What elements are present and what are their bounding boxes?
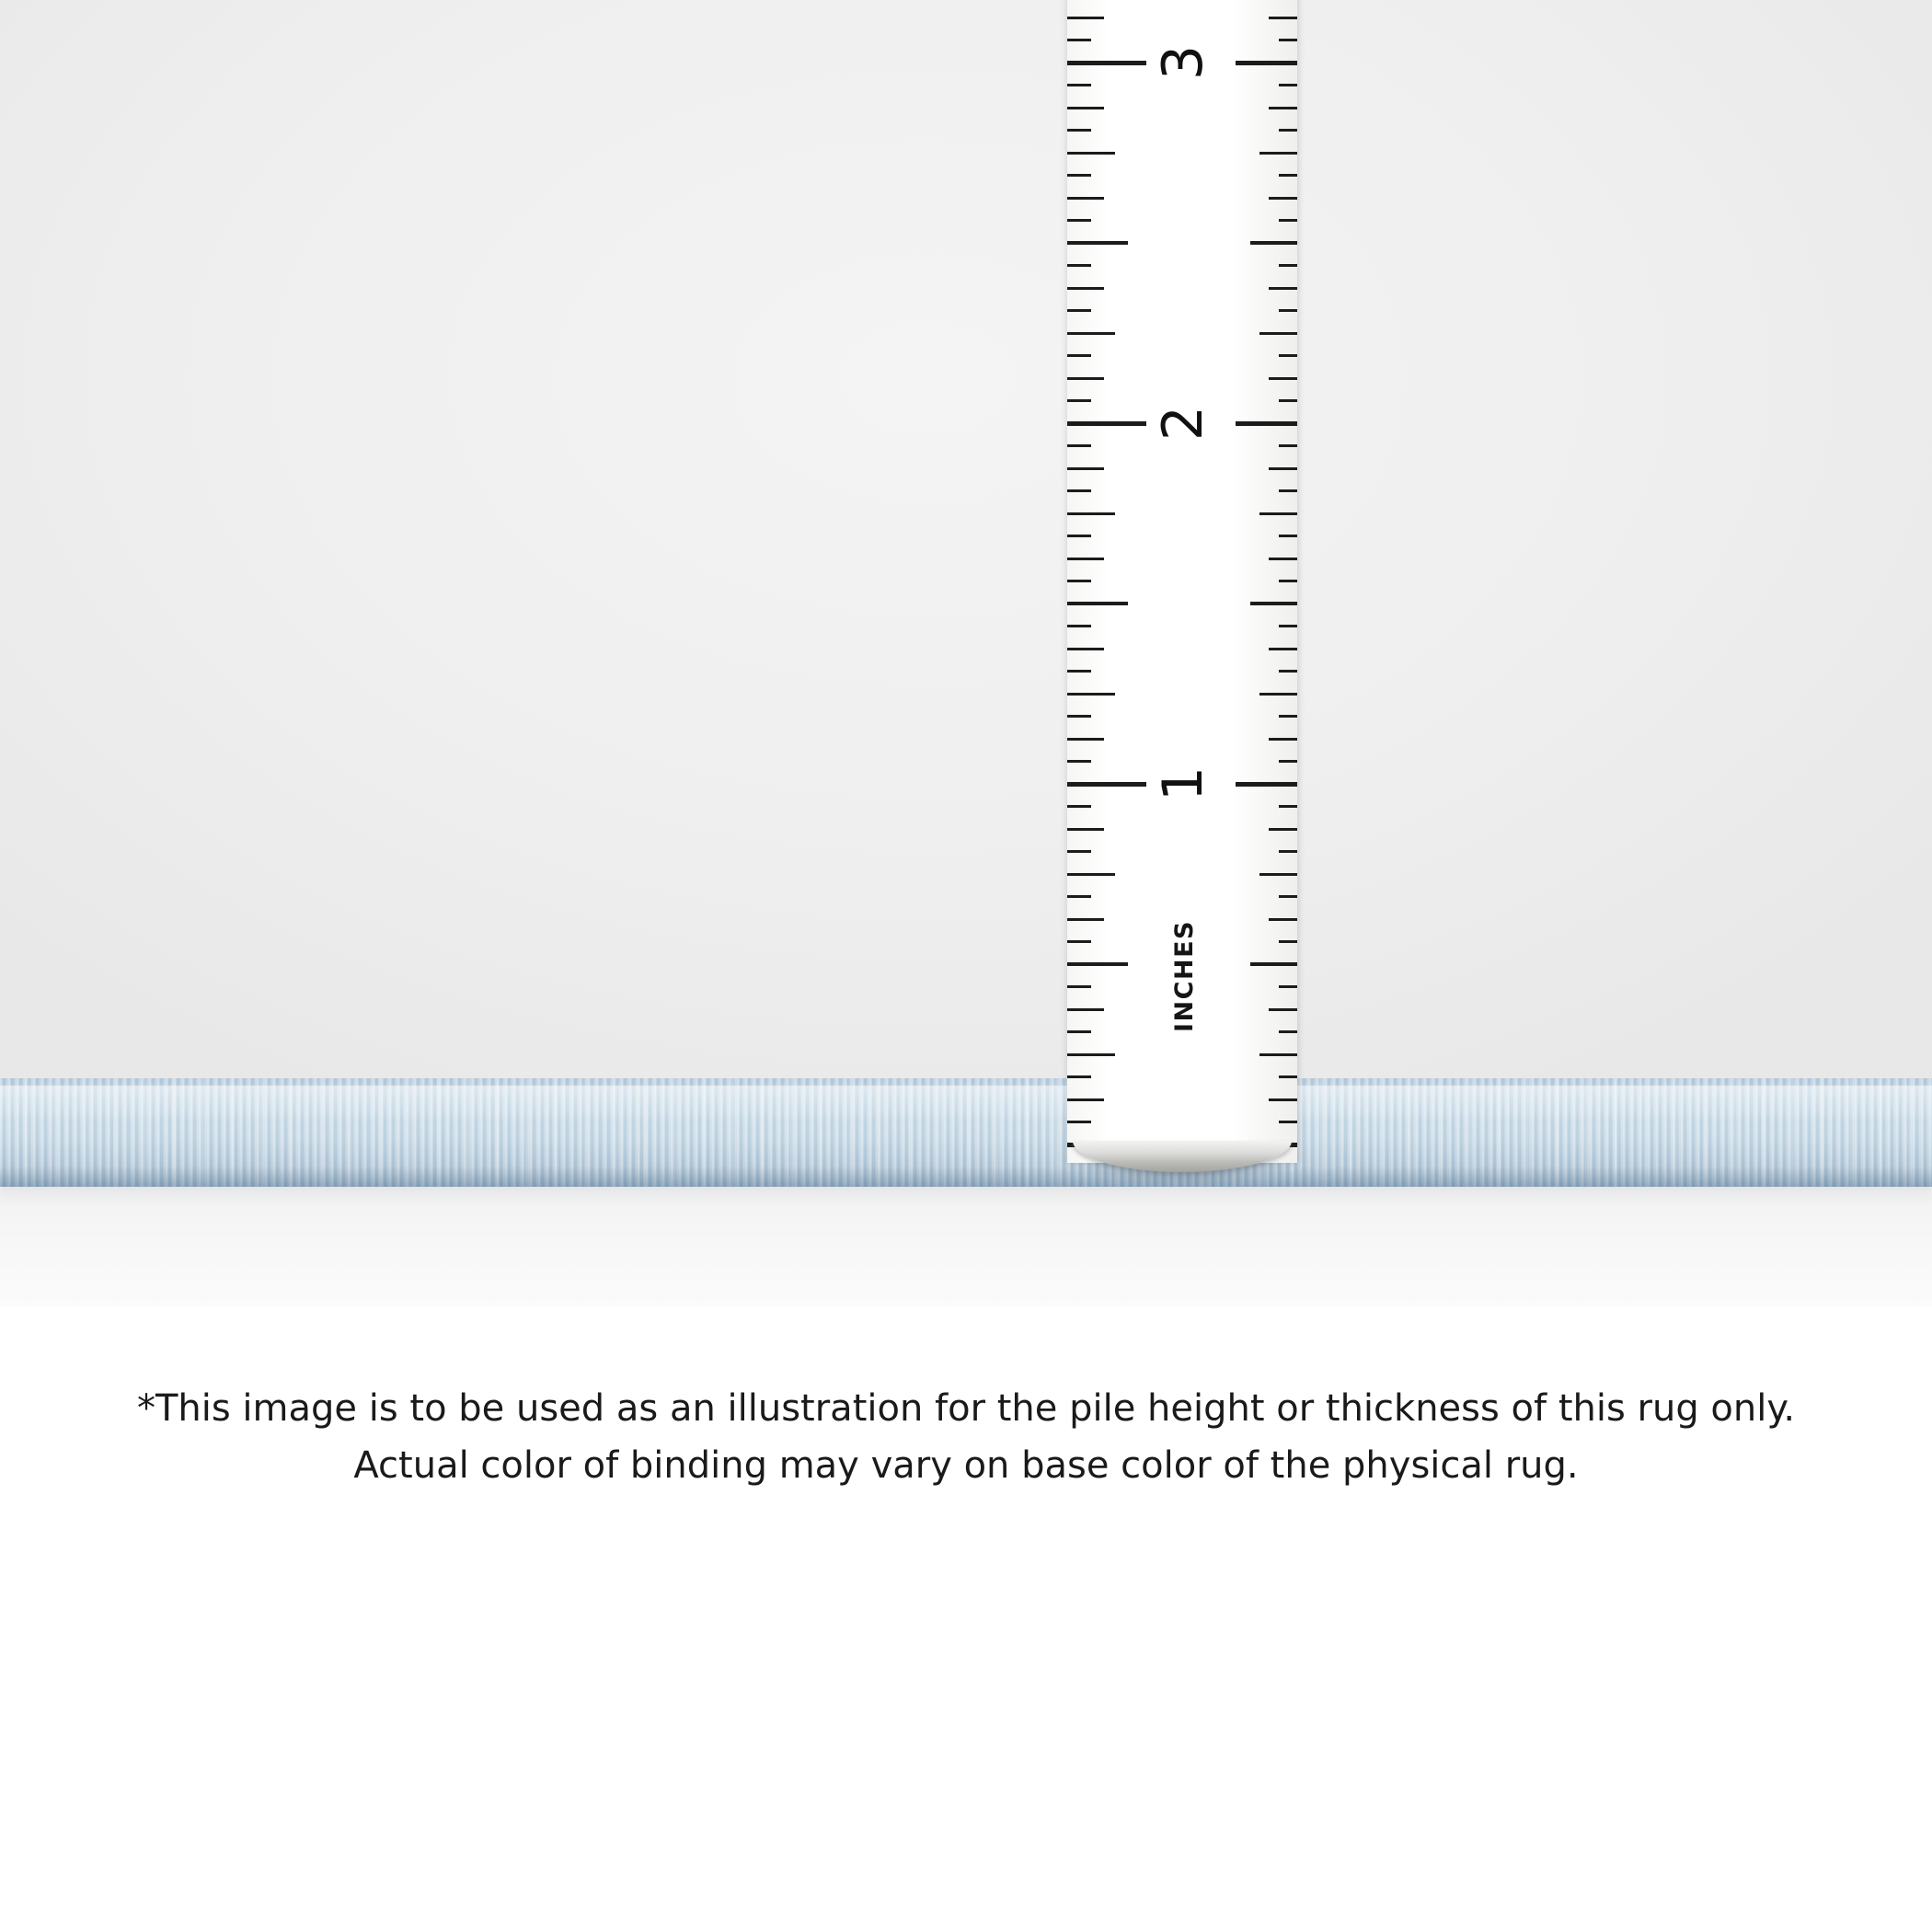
- ruler-tick: [1269, 197, 1297, 200]
- ruler-tick: [1067, 558, 1104, 560]
- ruler-tick: [1067, 197, 1104, 200]
- ruler-tick: [1279, 444, 1297, 447]
- ruler-tick: [1279, 895, 1297, 898]
- ruler-tick: [1067, 17, 1104, 19]
- ruler-tick: [1067, 241, 1128, 245]
- ruler-inch-number: 3: [1151, 44, 1215, 81]
- ruler-tick: [1067, 985, 1091, 988]
- ruler-tick: [1279, 1121, 1297, 1123]
- ruler-tick: [1279, 580, 1297, 582]
- ruler-tick: [1269, 107, 1297, 109]
- ruler-tick: [1067, 895, 1091, 898]
- ruler-tick: [1067, 1121, 1091, 1123]
- ruler-tick: [1279, 39, 1297, 41]
- ruler-tick: [1067, 850, 1091, 853]
- ruler-tick: [1269, 918, 1297, 921]
- ruler-tick: [1279, 174, 1297, 177]
- ruler-tick: [1250, 602, 1297, 605]
- ruler-tick: [1269, 467, 1297, 470]
- ruler-tick: [1067, 1075, 1091, 1078]
- ruler-tick: [1067, 693, 1115, 696]
- ruler-tick: [1279, 129, 1297, 132]
- ruler-tick: [1269, 828, 1297, 831]
- ruler-tick: [1067, 354, 1091, 357]
- ruler-tick: [1067, 805, 1091, 808]
- ruler-tick: [1067, 1030, 1091, 1033]
- ruler-tick: [1067, 332, 1115, 335]
- ruler-tick: [1279, 219, 1297, 222]
- ruler-tick: [1067, 940, 1091, 943]
- ruler-scale: [1067, 0, 1297, 1163]
- ruler-tick: [1067, 61, 1146, 65]
- ruler-tick: [1269, 287, 1297, 290]
- ruler-tick: [1067, 152, 1115, 155]
- ruler-tick: [1067, 309, 1091, 312]
- ruler-tick: [1067, 738, 1104, 741]
- ruler-tick: [1067, 377, 1104, 380]
- ruler-tick: [1067, 918, 1104, 921]
- ruler-tick: [1067, 1053, 1115, 1056]
- ruler-tick: [1067, 129, 1091, 132]
- ruler-tick: [1067, 648, 1104, 650]
- ruler-tick: [1067, 782, 1146, 787]
- ruler-tick: [1236, 782, 1297, 787]
- ruler-tick: [1279, 940, 1297, 943]
- ruler-inch-number: 1: [1151, 765, 1215, 802]
- ruler-tick: [1067, 264, 1091, 267]
- ruler-tick: [1279, 84, 1297, 86]
- ruler-tick: [1067, 760, 1091, 763]
- rug-lowlight: [0, 1167, 1932, 1187]
- ruler-tick: [1269, 558, 1297, 560]
- ruler-tick: [1067, 399, 1091, 402]
- ruler-tick: [1067, 602, 1128, 605]
- ruler-tick: [1067, 580, 1091, 582]
- ruler-tick: [1259, 873, 1297, 876]
- ruler-tick: [1269, 1098, 1297, 1101]
- ruler-tick: [1250, 962, 1297, 966]
- ruler-tick: [1269, 738, 1297, 741]
- ruler-tick: [1067, 287, 1104, 290]
- ruler-tick: [1279, 1075, 1297, 1078]
- tape-measure-ruler: [1067, 0, 1297, 1163]
- ruler-tick: [1067, 39, 1091, 41]
- ruler-tick: [1259, 693, 1297, 696]
- ruler-tick: [1279, 535, 1297, 537]
- ruler-tick: [1067, 467, 1104, 470]
- ruler-tick: [1279, 805, 1297, 808]
- ruler-tick: [1279, 399, 1297, 402]
- ruler-tick: [1269, 17, 1297, 19]
- ruler-tick: [1259, 332, 1297, 335]
- caption-line-1: *This image is to be used as an illustration for the pile height or thickness of this rug only.: [136, 1387, 1796, 1430]
- ruler-tick: [1067, 512, 1115, 515]
- ruler-tick: [1067, 535, 1091, 537]
- ruler-tick: [1236, 61, 1297, 65]
- rug-binding-edge: [0, 1078, 1932, 1187]
- ruler-tick: [1279, 1030, 1297, 1033]
- ruler-tick: [1067, 715, 1091, 718]
- ruler-tick: [1259, 152, 1297, 155]
- ruler-tick: [1259, 1053, 1297, 1056]
- ruler-tick: [1236, 421, 1297, 426]
- ruler-tick: [1279, 625, 1297, 627]
- ruler-tick: [1259, 512, 1297, 515]
- ruler-tick: [1067, 107, 1104, 109]
- ruler-tick: [1067, 1098, 1104, 1101]
- caption-block: [0, 1380, 1932, 1494]
- rug-highlight: [0, 1086, 1932, 1121]
- ruler-tick: [1067, 828, 1104, 831]
- ruler-tick: [1067, 625, 1091, 627]
- ruler-tick: [1067, 421, 1146, 426]
- ruler-tick: [1269, 1008, 1297, 1011]
- ruler-tick: [1067, 489, 1091, 492]
- ruler-tick: [1067, 670, 1091, 673]
- ruler-tick: [1279, 715, 1297, 718]
- ruler-tick: [1279, 354, 1297, 357]
- ruler-tick: [1279, 489, 1297, 492]
- ruler-tick: [1279, 309, 1297, 312]
- ruler-tick: [1279, 760, 1297, 763]
- caption-line-2: Actual color of binding may vary on base color of the physical rug.: [353, 1444, 1579, 1487]
- ruler-tick: [1067, 174, 1091, 177]
- ruler-tick: [1279, 264, 1297, 267]
- ruler-tick: [1279, 985, 1297, 988]
- ruler-tick: [1067, 219, 1091, 222]
- ruler-tick: [1067, 84, 1091, 86]
- ruler-tick: [1067, 962, 1128, 966]
- ruler-tick: [1279, 850, 1297, 853]
- ruler-tick: [1269, 377, 1297, 380]
- ruler-tick: [1067, 1008, 1104, 1011]
- ruler-tick: [1279, 670, 1297, 673]
- ruler-tick: [1067, 444, 1091, 447]
- ruler-tick: [1250, 241, 1297, 245]
- ruler-tick: [1067, 873, 1115, 876]
- ruler-inch-number: 2: [1151, 405, 1215, 442]
- ruler-tick: [1269, 648, 1297, 650]
- ruler-unit-label: INCHES: [1170, 920, 1199, 1032]
